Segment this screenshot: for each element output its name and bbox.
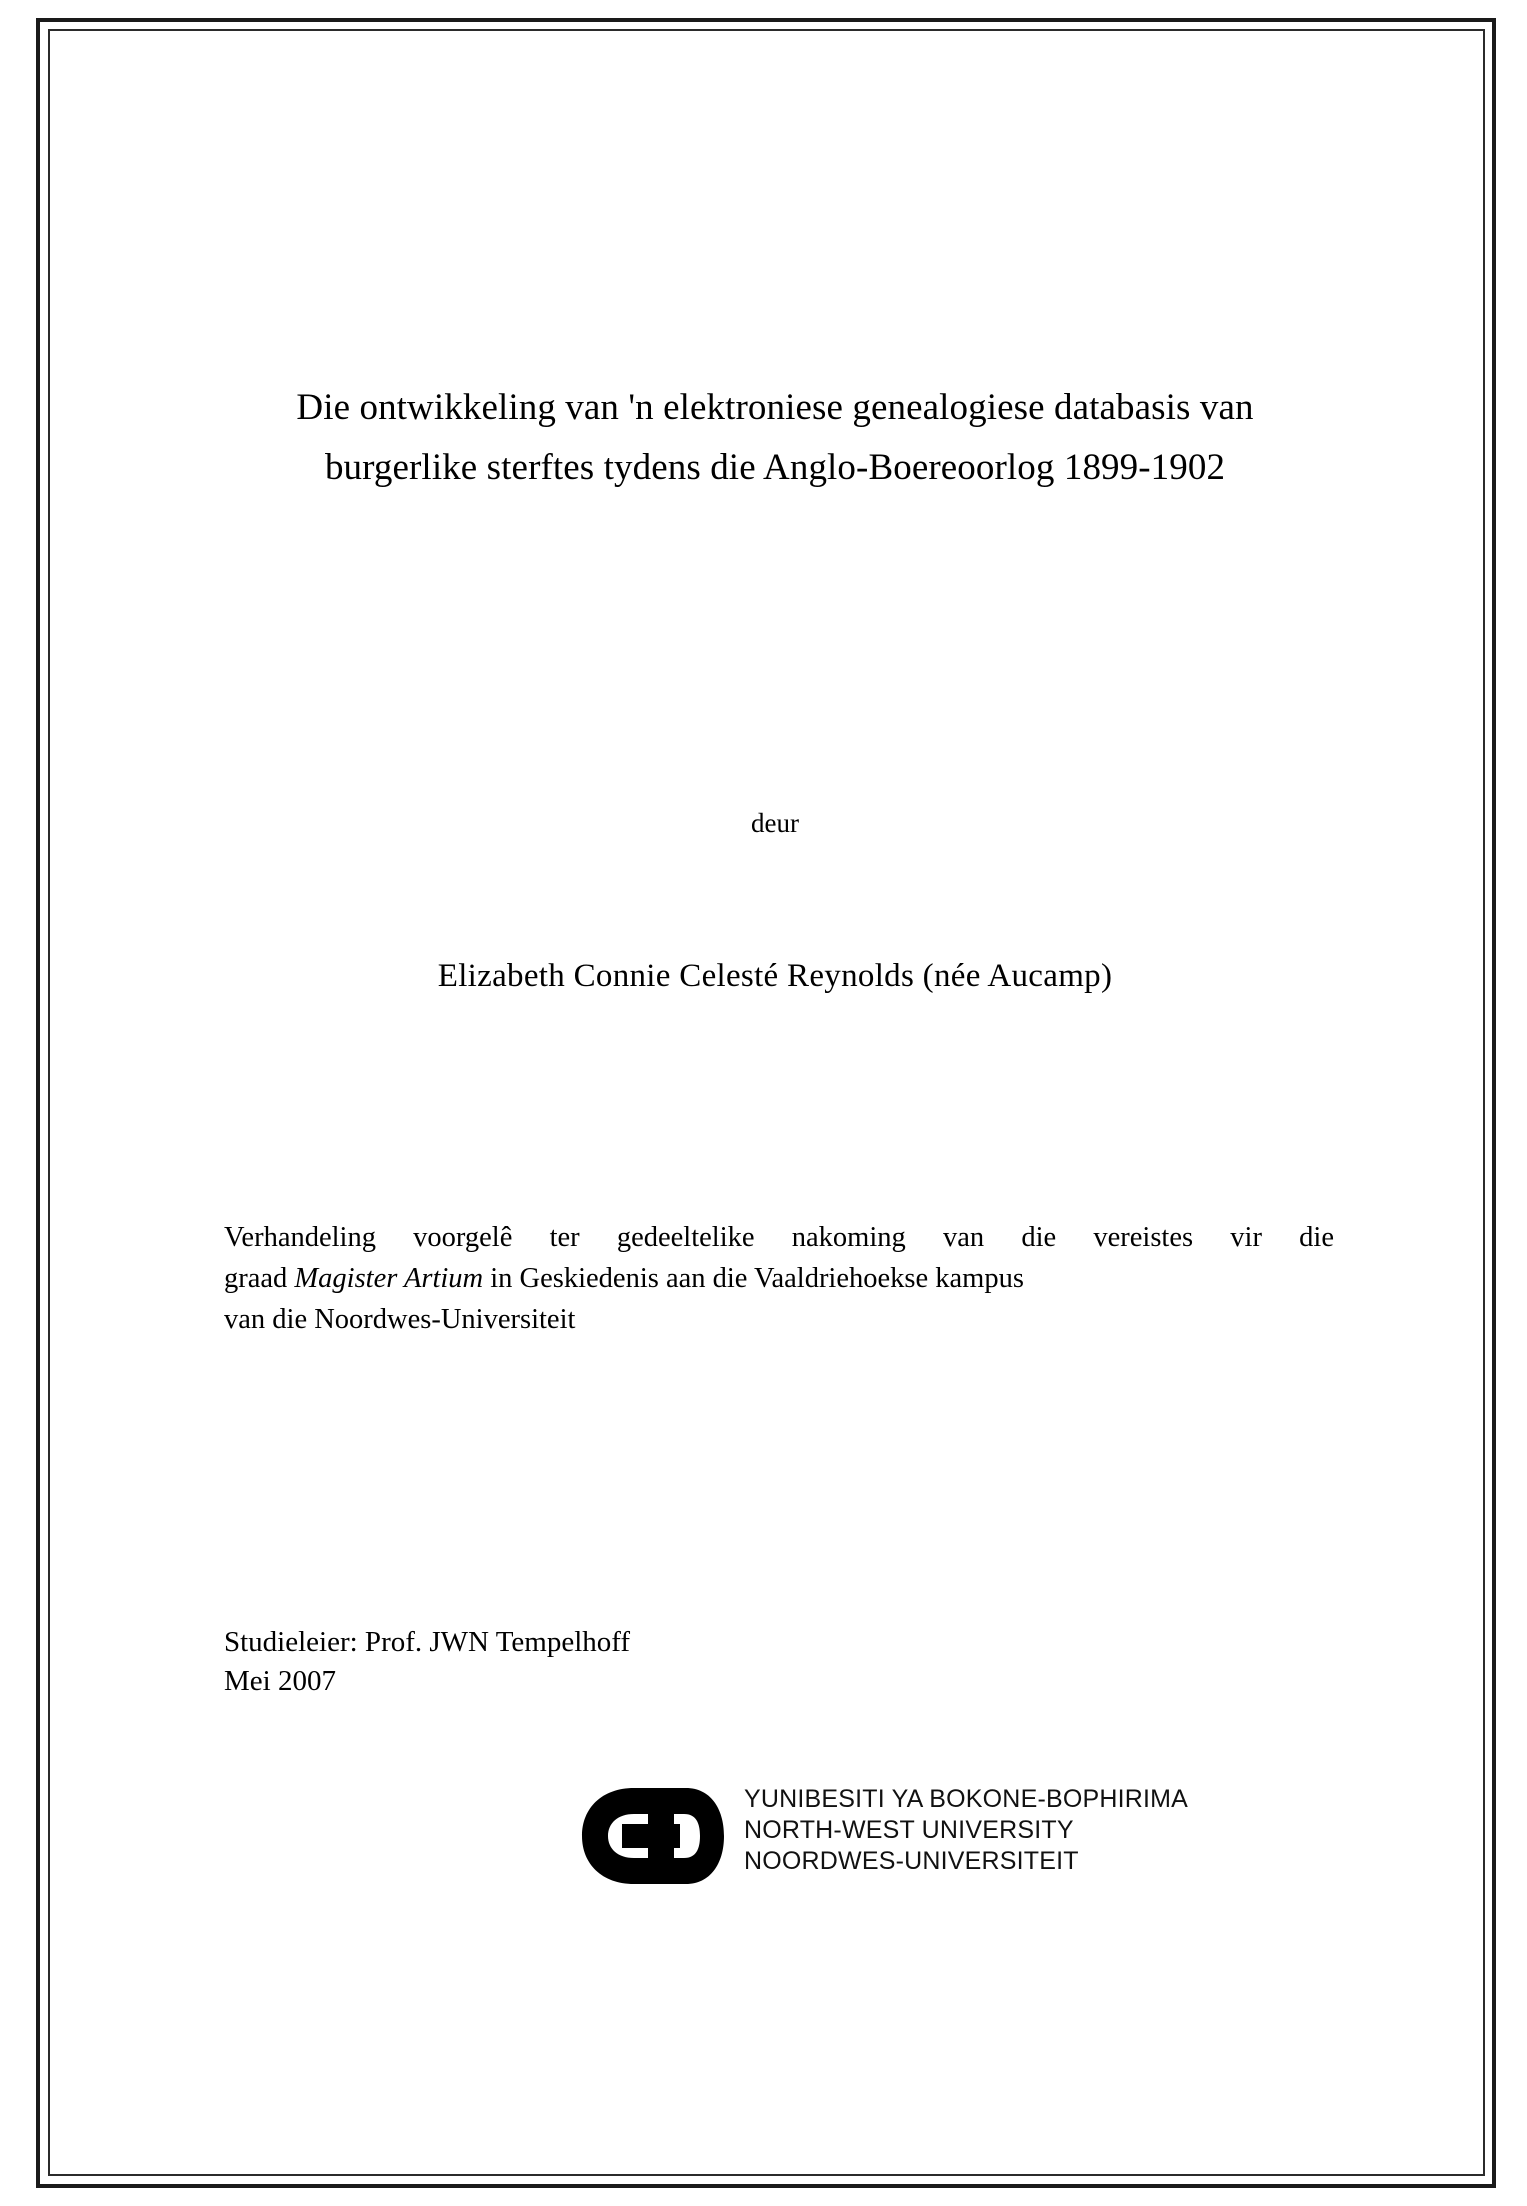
supervisor-line: Studieleier: Prof. JWN Tempelhoff <box>224 1626 631 1658</box>
university-logo <box>576 1778 1216 1898</box>
scanned-page <box>36 18 1496 2188</box>
degree-statement-line-2-pre: graad <box>224 1262 295 1294</box>
degree-statement-line-3: van die Noordwes-Universiteit <box>224 1303 576 1335</box>
logo-text-line-1: YUNIBESITI YA BOKONE-BOPHIRIMA <box>744 1785 1189 1813</box>
nwu-logo-icon <box>576 1784 728 1888</box>
degree-statement <box>224 1218 1334 1340</box>
author-name: Elizabeth Connie Celesté Reynolds (née Aucamp) <box>437 958 1113 994</box>
logo-text-line-2: NORTH-WEST UNIVERSITY <box>744 1816 1074 1844</box>
degree-statement-line-2 <box>224 1259 1334 1300</box>
title-line-1: Die ontwikkeling van 'n elektroniese genealogiese databasis van <box>296 387 1254 428</box>
page-content <box>186 18 1356 2188</box>
byline-label: deur <box>751 808 799 838</box>
degree-statement-line-1: Verhandeling voorgelê ter gedeeltelike nakoming van die vereistes vir die <box>224 1222 1334 1253</box>
logo-text-line-3: NOORDWES-UNIVERSITEIT <box>744 1847 1079 1875</box>
supervisor-block <box>224 1623 1124 1701</box>
logo-text <box>744 1784 1188 1877</box>
degree-statement-line-2-post: in Geskiedenis aan die Vaaldriehoekse kampus <box>483 1262 1024 1294</box>
page-title <box>210 378 1340 498</box>
title-line-2: burgerlike sterftes tydens die Anglo-Boereoorlog 1899-1902 <box>324 446 1226 488</box>
date-line: Mei 2007 <box>224 1665 336 1698</box>
degree-name: Magister Artium <box>294 1262 484 1294</box>
